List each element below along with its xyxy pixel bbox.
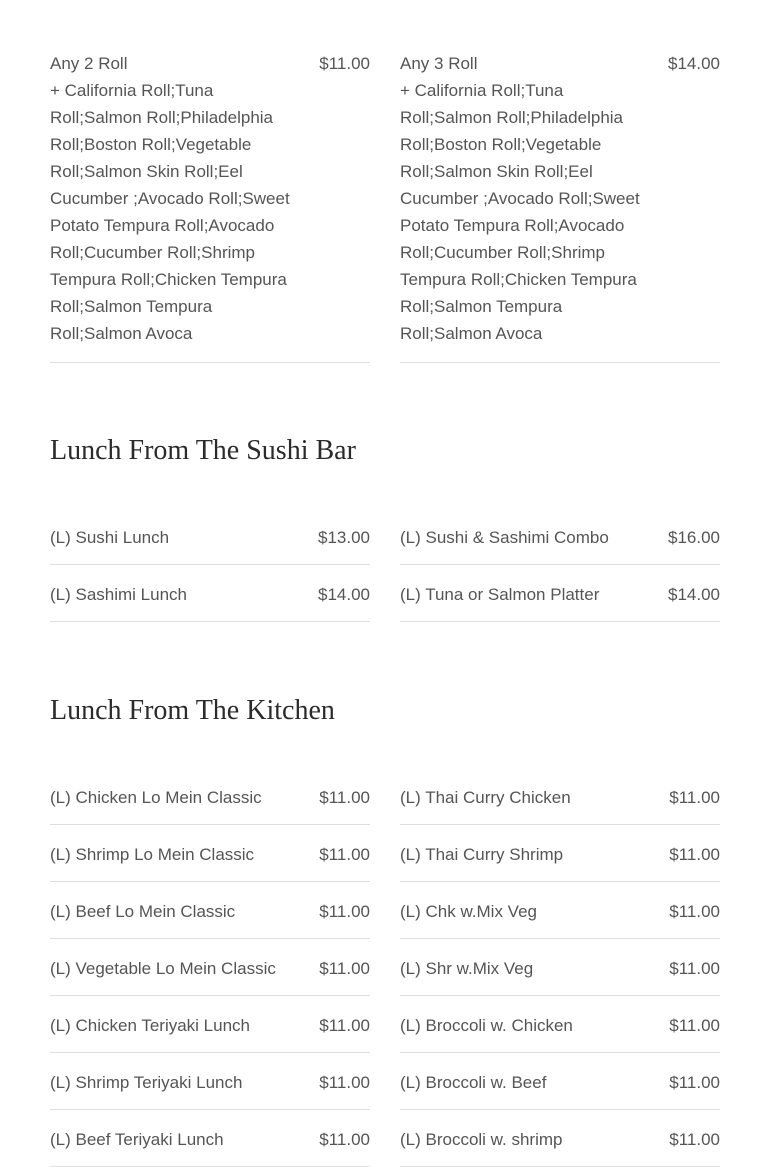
menu-item-price: $14.00 [668, 585, 720, 604]
menu-item-price: $11.00 [669, 959, 720, 978]
menu-item-name: Any 3 Roll [400, 54, 478, 73]
menu-item-any-3-roll[interactable] [400, 0, 720, 363]
menu-item[interactable] [400, 768, 720, 825]
menu-item-price: $11.00 [669, 1016, 720, 1035]
menu-item-name: (L) Beef Teriyaki Lunch [50, 1130, 224, 1149]
menu-item-price: $16.00 [668, 528, 720, 547]
menu-item[interactable] [50, 508, 370, 565]
kitchen-list [50, 768, 720, 1167]
menu-item-price: $11.00 [669, 845, 720, 864]
menu-item-name: (L) Tuna or Salmon Platter [400, 585, 600, 604]
menu-item-text [50, 50, 310, 347]
menu-item-price: $11.00 [319, 902, 370, 921]
menu-item[interactable] [400, 882, 720, 939]
menu-item-name: Any 2 Roll [50, 54, 128, 73]
menu-item-description: + California Roll;Tuna Roll;Salmon Roll;Philadelphia Roll;Boston Roll;Vegetable Roll;Salmon Skin Roll;Eel Cucumber ;Avocado Roll;Sweet Potato Tempura Roll;Avocado Roll;Cucumber Roll;Shrimp Tempura Roll;Chicken Tempura Roll;Salmon Tempura Roll;Salmon Avoca [400, 81, 640, 343]
menu-item-name: (L) Beef Lo Mein Classic [50, 902, 236, 921]
menu-item-price: $11.00 [669, 902, 720, 921]
menu-item-price: $11.00 [319, 959, 370, 978]
menu-item-name: (L) Thai Curry Chicken [400, 788, 571, 807]
combo-column-left [50, 0, 370, 363]
menu-item-name: (L) Sashimi Lunch [50, 585, 188, 604]
menu-item-price: $11.00 [319, 54, 370, 73]
menu-item[interactable] [400, 508, 720, 565]
menu-item-price: $14.00 [668, 54, 720, 73]
menu-item-text [400, 50, 660, 347]
menu-item-name: (L) Chicken Teriyaki Lunch [50, 1016, 250, 1035]
menu-item-price: $11.00 [319, 1130, 370, 1149]
menu-item-name: (L) Shrimp Teriyaki Lunch [50, 1073, 243, 1092]
menu-item-any-2-roll[interactable] [50, 0, 370, 363]
sushi-bar-column-right [400, 508, 720, 622]
menu-item-price: $11.00 [669, 1073, 720, 1092]
menu-item-name: (L) Shrimp Lo Mein Classic [50, 845, 255, 864]
sushi-bar-list [50, 508, 720, 622]
menu-item[interactable] [50, 1053, 370, 1110]
menu-item-price: $14.00 [318, 585, 370, 604]
menu-item-price: $11.00 [669, 788, 720, 807]
kitchen-column-right [400, 768, 720, 1167]
menu-item-price: $11.00 [669, 1130, 720, 1149]
menu-item[interactable] [50, 825, 370, 882]
menu-item-name: (L) Broccoli w. Chicken [400, 1016, 573, 1035]
combo-row [50, 0, 720, 363]
menu-item-price: $11.00 [319, 1016, 370, 1035]
menu-item[interactable] [400, 1053, 720, 1110]
menu-item[interactable] [50, 768, 370, 825]
section-title-kitchen: Lunch From The Kitchen [50, 695, 335, 726]
menu-item-price: $11.00 [319, 788, 370, 807]
section-title-sushi-bar: Lunch From The Sushi Bar [50, 435, 356, 466]
menu-item-name: (L) Broccoli w. shrimp [400, 1130, 563, 1149]
menu-item-price: $13.00 [318, 528, 370, 547]
menu-item-name: (L) Thai Curry Shrimp [400, 845, 564, 864]
menu-item[interactable] [400, 1110, 720, 1167]
menu-item[interactable] [50, 939, 370, 996]
combo-column-right [400, 0, 720, 363]
menu-item-name: (L) Vegetable Lo Mein Classic [50, 959, 276, 978]
menu-item[interactable] [50, 996, 370, 1053]
menu-item[interactable] [400, 939, 720, 996]
menu-item-description: + California Roll;Tuna Roll;Salmon Roll;Philadelphia Roll;Boston Roll;Vegetable Roll;Salmon Skin Roll;Eel Cucumber ;Avocado Roll;Sweet Potato Tempura Roll;Avocado Roll;Cucumber Roll;Shrimp Tempura Roll;Chicken Tempura Roll;Salmon Tempura Roll;Salmon Avoca [50, 81, 290, 343]
menu-item[interactable] [400, 565, 720, 622]
menu-item-price: $11.00 [319, 845, 370, 864]
menu-item[interactable] [400, 996, 720, 1053]
menu-item-name: (L) Shr w.Mix Veg [400, 959, 534, 978]
menu-item-name: (L) Chicken Lo Mein Classic [50, 788, 262, 807]
menu-item[interactable] [400, 825, 720, 882]
sushi-bar-column-left [50, 508, 370, 622]
menu-item-name: (L) Sushi & Sashimi Combo [400, 528, 609, 547]
menu-item-name: (L) Broccoli w. Beef [400, 1073, 547, 1092]
menu-item[interactable] [50, 882, 370, 939]
menu-item-name: (L) Sushi Lunch [50, 528, 170, 547]
menu-item[interactable] [50, 565, 370, 622]
kitchen-column-left [50, 768, 370, 1167]
menu-item-name: (L) Chk w.Mix Veg [400, 902, 537, 921]
menu-item[interactable] [50, 1110, 370, 1167]
menu-item-price: $11.00 [319, 1073, 370, 1092]
